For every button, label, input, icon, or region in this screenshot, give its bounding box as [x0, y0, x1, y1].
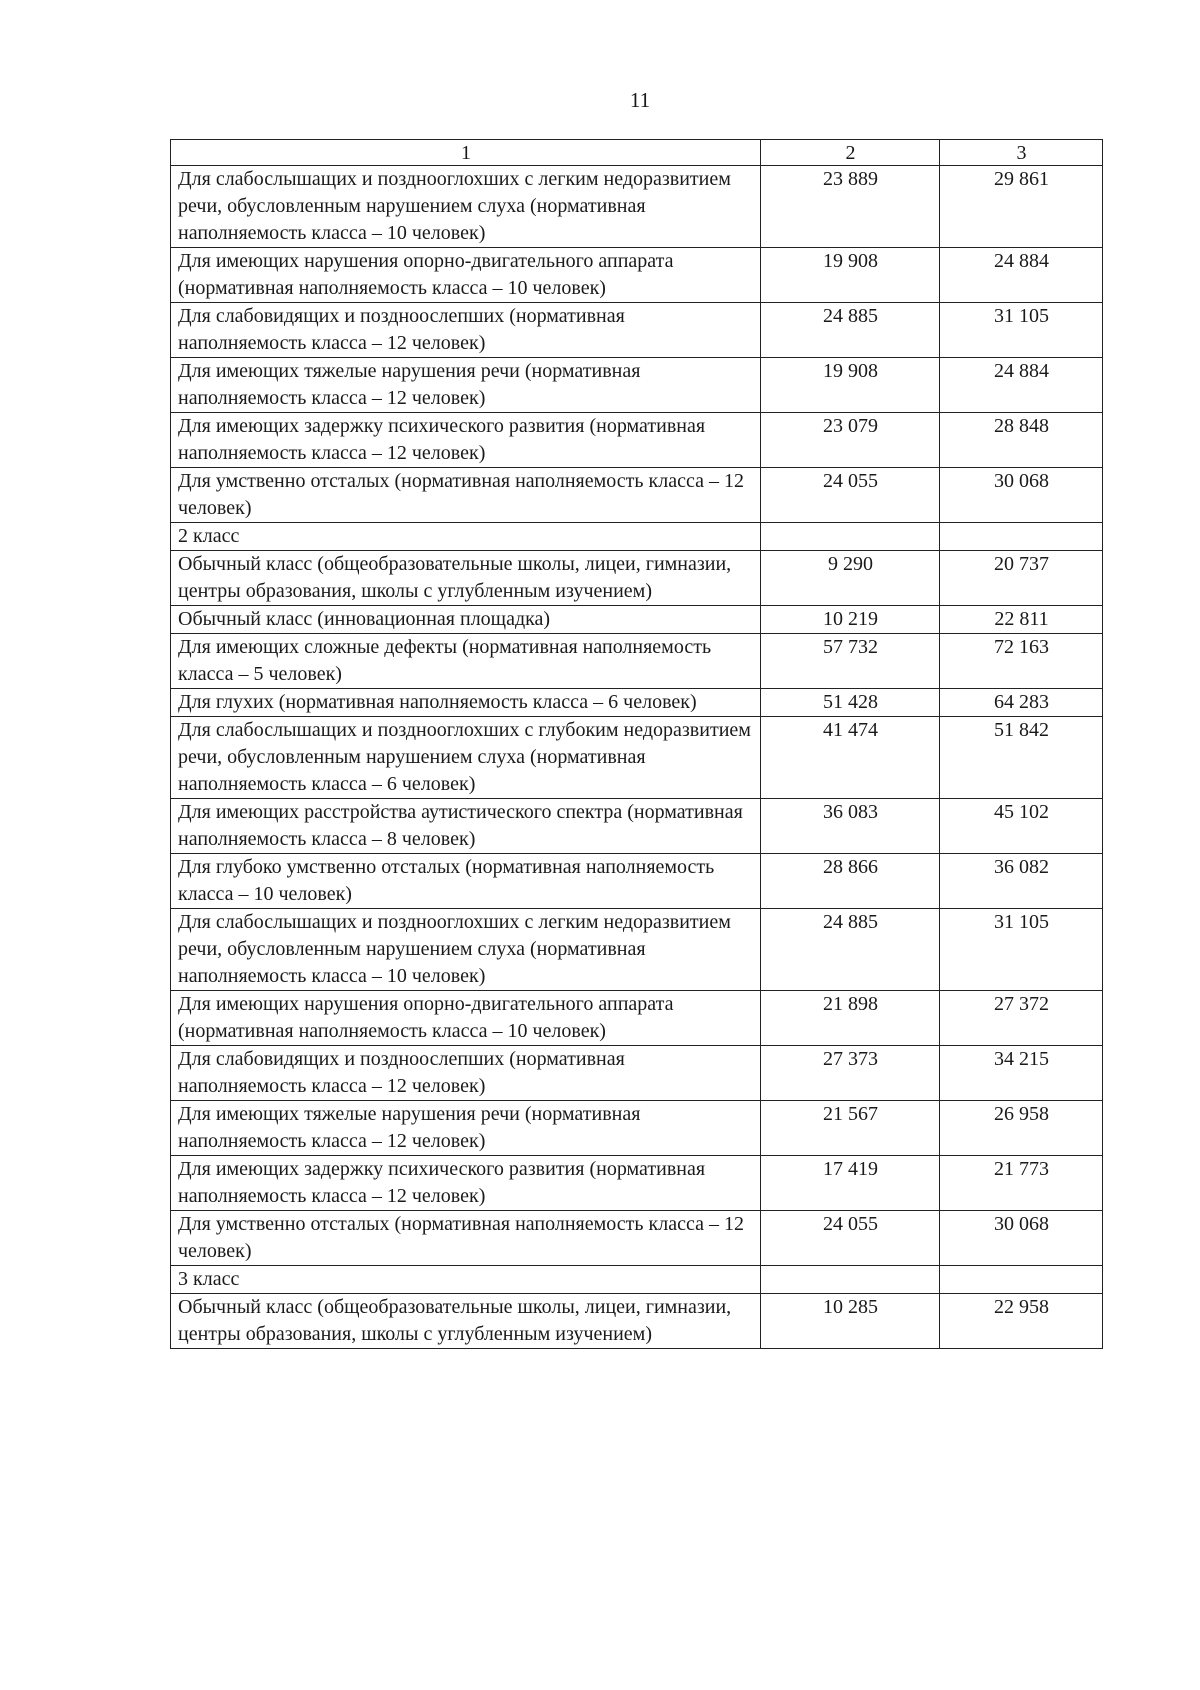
row-description: Для слабовидящих и поздноослепших (нормативная наполняемость класса – 12 человек)	[171, 303, 761, 358]
table-row	[171, 468, 1103, 523]
row-value-col3: 28 848	[940, 413, 1103, 468]
row-value-col3: 20 737	[940, 551, 1103, 606]
row-value-col3: 22 958	[940, 1294, 1103, 1349]
table-row	[171, 799, 1103, 854]
table-row	[171, 717, 1103, 799]
row-value-col2: 24 055	[761, 468, 940, 523]
row-value-col2: 57 732	[761, 634, 940, 689]
row-description: Для имеющих нарушения опорно-двигательного аппарата (нормативная наполняемость класса – 10 человек)	[171, 248, 761, 303]
row-value-col2: 21 898	[761, 991, 940, 1046]
row-value-col2: 27 373	[761, 1046, 940, 1101]
row-value-col2: 10 285	[761, 1294, 940, 1349]
row-value-col2: 19 908	[761, 248, 940, 303]
row-description: 2 класс	[171, 523, 761, 551]
table-row	[171, 606, 1103, 634]
row-value-col2: 21 567	[761, 1101, 940, 1156]
row-value-col3: 30 068	[940, 1211, 1103, 1266]
table-row	[171, 634, 1103, 689]
table-row	[171, 358, 1103, 413]
table-row	[171, 1101, 1103, 1156]
row-value-col2: 28 866	[761, 854, 940, 909]
table-row	[171, 991, 1103, 1046]
row-description: Для имеющих задержку психического развития (нормативная наполняемость класса – 12 человек)	[171, 1156, 761, 1211]
table-row	[171, 166, 1103, 248]
row-value-col3: 45 102	[940, 799, 1103, 854]
row-description: Обычный класс (общеобразовательные школы, лицеи, гимназии, центры образования, школы с углубленным изучением)	[171, 1294, 761, 1349]
row-description: Для слабовидящих и поздноослепших (нормативная наполняемость класса – 12 человек)	[171, 1046, 761, 1101]
row-value-col2: 24 055	[761, 1211, 940, 1266]
table-row	[171, 523, 1103, 551]
row-description: Для глубоко умственно отсталых (нормативная наполняемость класса – 10 человек)	[171, 854, 761, 909]
row-value-col2: 24 885	[761, 303, 940, 358]
row-value-col2: 36 083	[761, 799, 940, 854]
row-value-col3	[940, 523, 1103, 551]
column-header-1: 1	[171, 140, 761, 166]
row-value-col3: 27 372	[940, 991, 1103, 1046]
row-value-col2	[761, 1266, 940, 1294]
row-value-col3	[940, 1266, 1103, 1294]
table-row	[171, 909, 1103, 991]
row-description: Для имеющих тяжелые нарушения речи (нормативная наполняемость класса – 12 человек)	[171, 1101, 761, 1156]
row-value-col2: 51 428	[761, 689, 940, 717]
row-value-col3: 21 773	[940, 1156, 1103, 1211]
row-description: Для имеющих нарушения опорно-двигательного аппарата (нормативная наполняемость класса – 10 человек)	[171, 991, 761, 1046]
table-row	[171, 551, 1103, 606]
row-description: Для имеющих сложные дефекты (нормативная наполняемость класса – 5 человек)	[171, 634, 761, 689]
row-description: Для слабослышащих и позднооглохших с легким недоразвитием речи, обусловленным нарушением слуха (нормативная наполняемость класса – 10 человек)	[171, 909, 761, 991]
table-row	[171, 1266, 1103, 1294]
row-value-col3: 72 163	[940, 634, 1103, 689]
row-value-col3: 34 215	[940, 1046, 1103, 1101]
row-value-col3: 29 861	[940, 166, 1103, 248]
row-description: Для слабослышащих и позднооглохших с легким недоразвитием речи, обусловленным нарушением слуха (нормативная наполняемость класса – 10 человек)	[171, 166, 761, 248]
table-row	[171, 1211, 1103, 1266]
table-body	[171, 140, 1103, 1349]
row-description: Обычный класс (инновационная площадка)	[171, 606, 761, 634]
table-row	[171, 689, 1103, 717]
row-value-col2: 9 290	[761, 551, 940, 606]
row-value-col3: 24 884	[940, 358, 1103, 413]
table-row	[171, 413, 1103, 468]
row-value-col3: 22 811	[940, 606, 1103, 634]
row-value-col2: 10 219	[761, 606, 940, 634]
row-value-col2: 23 079	[761, 413, 940, 468]
data-table	[170, 139, 1103, 1349]
row-description: Обычный класс (общеобразовательные школы, лицеи, гимназии, центры образования, школы с углубленным изучением)	[171, 551, 761, 606]
row-value-col3: 31 105	[940, 303, 1103, 358]
row-value-col3: 26 958	[940, 1101, 1103, 1156]
row-value-col3: 24 884	[940, 248, 1103, 303]
column-header-2: 2	[761, 140, 940, 166]
row-description: Для глухих (нормативная наполняемость класса – 6 человек)	[171, 689, 761, 717]
row-description: Для имеющих задержку психического развития (нормативная наполняемость класса – 12 человек)	[171, 413, 761, 468]
table-row	[171, 854, 1103, 909]
row-value-col3: 30 068	[940, 468, 1103, 523]
row-value-col2	[761, 523, 940, 551]
row-value-col3: 64 283	[940, 689, 1103, 717]
row-value-col2: 19 908	[761, 358, 940, 413]
row-value-col2: 23 889	[761, 166, 940, 248]
row-description: Для слабослышащих и позднооглохших с глубоким недоразвитием речи, обусловленным нарушением слуха (нормативная наполняемость класса – 6 человек)	[171, 717, 761, 799]
row-value-col3: 36 082	[940, 854, 1103, 909]
row-value-col3: 31 105	[940, 909, 1103, 991]
table-header-row	[171, 140, 1103, 166]
row-description: 3 класс	[171, 1266, 761, 1294]
column-header-3: 3	[940, 140, 1103, 166]
table-row	[171, 248, 1103, 303]
row-value-col3: 51 842	[940, 717, 1103, 799]
table-row	[171, 1156, 1103, 1211]
row-value-col2: 17 419	[761, 1156, 940, 1211]
row-description: Для имеющих расстройства аутистического спектра (нормативная наполняемость класса – 8 человек)	[171, 799, 761, 854]
row-description: Для умственно отсталых (нормативная наполняемость класса – 12 человек)	[171, 1211, 761, 1266]
table-row	[171, 1046, 1103, 1101]
table-row	[171, 1294, 1103, 1349]
table-row	[171, 303, 1103, 358]
page-number: 11	[629, 88, 651, 112]
row-value-col2: 41 474	[761, 717, 940, 799]
row-description: Для имеющих тяжелые нарушения речи (нормативная наполняемость класса – 12 человек)	[171, 358, 761, 413]
row-value-col2: 24 885	[761, 909, 940, 991]
row-description: Для умственно отсталых (нормативная наполняемость класса – 12 человек)	[171, 468, 761, 523]
